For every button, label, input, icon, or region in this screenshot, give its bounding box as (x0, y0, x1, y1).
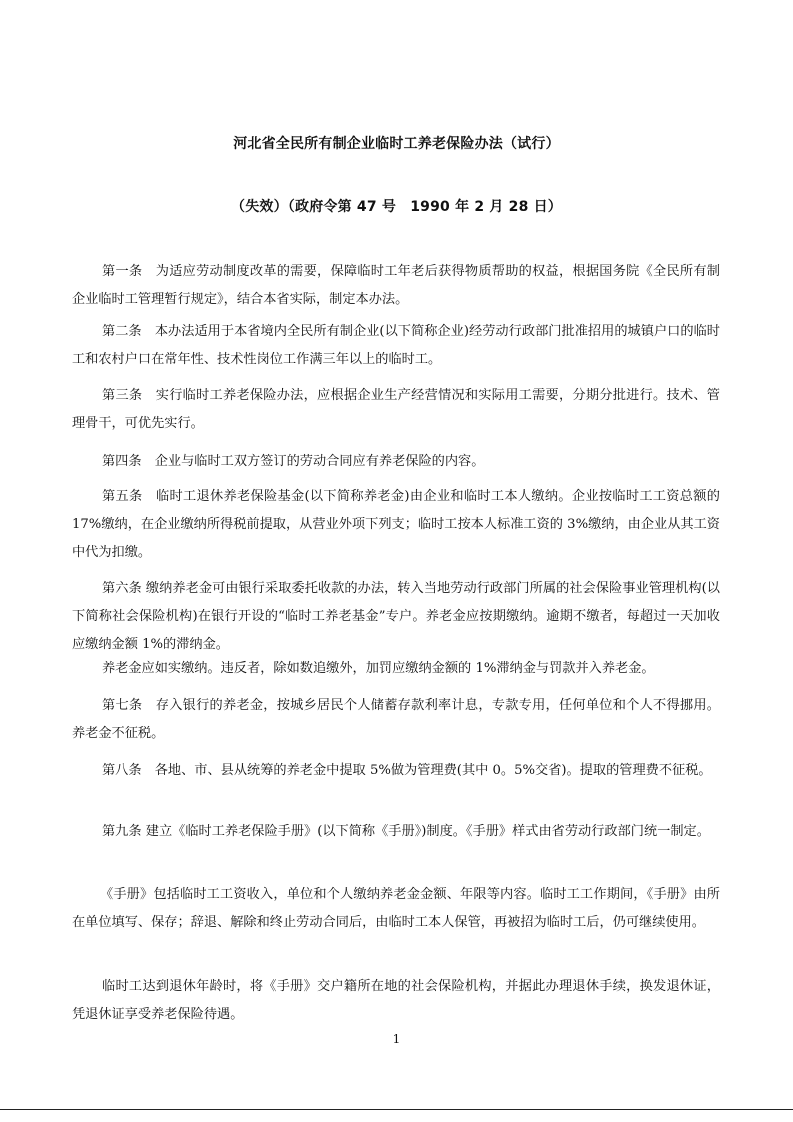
article-4: 第四条 企业与临时工双方签订的劳动合同应有养老保险的内容。 (102, 454, 485, 469)
article-2: 第二条 本办法适用于本省境内全民所有制企业(以下简称企业)经劳动行政部门批准招用的城镇户口的临时工和农村户口在常年性、技术性岗位工作满三年以上的临时工。 (72, 324, 720, 367)
article-1: 第一条 为适应劳动制度改革的需要，保障临时工年老后获得物质帮助的权益，根据国务院《全民所有制企业临时工管理暂行规定》，结合本省实际，制定本办法。 (72, 264, 720, 307)
article-6: 第六条 缴纳养老金可由银行采取委托收款的办法，转入当地劳动行政部门所属的社会保险事业管理机构(以下简称社会保险机构)在银行开设的“临时工养老基金”专户。养老金应按期缴纳。逾期不缴者，每超过一天加收应缴纳金额 1%的滞纳金。 (72, 581, 720, 652)
document-subtitle: （失效）（政府令第 47 号 1990 年 2 月 28 日） (231, 199, 562, 215)
article-8: 第八条 各地、市、县从统筹的养老金中提取 5%做为管理费(其中 0。5%交省)。提取的管理费不征税。 (102, 763, 712, 778)
article-3: 第三条 实行临时工养老保险办法，应根据企业生产经营情况和实际用工需要，分期分批进行。技术、管理骨干，可优先实行。 (72, 388, 720, 431)
article-9-retirement: 临时工达到退休年龄时，将《手册》交户籍所在地的社会保险机构，并据此办理退休手续，换发退休证，凭退休证享受养老保险待遇。 (72, 979, 720, 1022)
article-6-supplement: 养老金应如实缴纳。违反者，除如数追缴外，加罚应缴纳金额的 1%滞纳金与罚款并入养老金。 (102, 661, 655, 676)
article-5: 第五条 临时工退休养老保险基金(以下简称养老金)由企业和临时工本人缴纳。企业按临时工工资总额的 17%缴纳，在企业缴纳所得税前提取，从营业外项下列支；临时工按本人标准工资的 3%缴纳，由企业从其工资中代为扣缴。 (72, 489, 720, 560)
article-9-handbook-contents: 《手册》包括临时工工资收入，单位和个人缴纳养老金金额、年限等内容。临时工工作期间，《手册》由所在单位填写、保存；辞退、解除和终止劳动合同后，由临时工本人保管，再被招为临时工后，仍可继续使用。 (72, 887, 720, 930)
article-7: 第七条 存入银行的养老金，按城乡居民个人储蓄存款利率计息，专款专用，任何单位和个人不得挪用。养老金不征税。 (72, 698, 720, 741)
page-number: 1 (392, 1032, 401, 1046)
footer-divider (0, 1109, 793, 1110)
article-9: 第九条 建立《临时工养老保险手册》(以下简称《手册》)制度。《手册》样式由省劳动行政部门统一制定。 (102, 824, 710, 839)
document-title: 河北省全民所有制企业临时工养老保险办法（试行） (233, 136, 560, 152)
